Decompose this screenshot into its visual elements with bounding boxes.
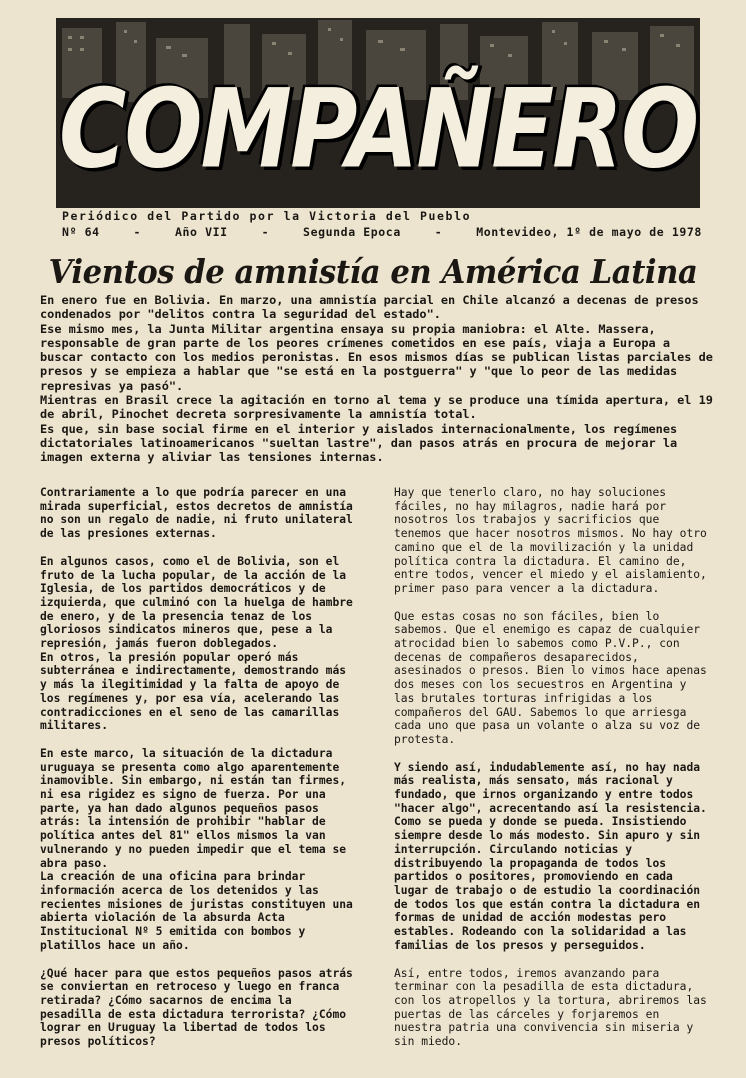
column-paragraph: En algunos casos, como el de Bolivia, son el fruto de la lucha popular, de la acción de la Iglesia, de los partidos democráticos y de izquierda, que culminó con la huelga de hambre de enero, y de la presencia tenaz de los gloriosos sindicatos mineros que, pese a la represión, jamás fueron doblegados.: [40, 554, 353, 651]
newspaper-logo: COMPAÑERO: [58, 66, 698, 193]
column-paragraph: La creación de una oficina para brindar información acerca de los detenidos y las recientes misiones de juristas constituyen una abierta violación de la absurda Acta Institucional Nº 5 emitida con bombos y platillos hace un año.: [40, 870, 353, 952]
lead-paragraph: Ese mismo mes, la Junta Militar argentina ensaya su propia maniobra: el Alte. Massera, responsable de gran parte de los peores crímenes cometidos en ese país, viaja a Europa a buscar contacto con los medios peronistas. En esos mismos días se publican listas parciales de presos y se empieza a hablar que "se está en la postguerra" y "que lo peor de las medidas represivas ya pasó".: [40, 321, 713, 393]
issue-place-date: Montevideo, 1º de mayo de 1978: [476, 225, 702, 239]
main-headline: Vientos de amnistía en América Latina: [48, 252, 698, 291]
left-column: [40, 486, 358, 1063]
column-paragraph: En otros, la presión popular operó más subterránea e indirectamente, demostrando más y más la ilegitimidad y la falta de apoyo de los regímenes y, por esa vía, acelerando las contradicciones en el seno de las camarillas militares.: [40, 650, 347, 733]
lead-paragraphs: [40, 293, 720, 465]
lead-paragraph: Mientras en Brasil crece la agitación en torno al tema y se produce una tímida apertura, el 19 de abril, Pinochet decreta sorpresivamente la amnistía total.: [40, 393, 713, 422]
separator-dash: -: [261, 225, 270, 239]
column-paragraph: Hay que tenerlo claro, no hay soluciones fáciles, no hay milagros, nadie hará por nosotros los trabajos y sacrificios que tenemos que hacer nosotros mismos. No hay otro camino que el de la movilización y la unidad política contra la dictadura. El camino de, entre todos, vencer el miedo y el aislamiento, primer paso para vencer a la dictadura.: [394, 486, 707, 595]
column-paragraph: En este marco, la situación de la dictadura uruguaya se presenta como algo aparentemente inamovible. Sin embargo, ni están tan firmes, ni esa rigidez es signo de fuerza. Por una parte, ya han dado algunos pequeños pasos atrás: la intensión de prohibir "hablar de política antes del 81" ellos mismos la van vulnerando y no pueden impedir que el tema se abra paso.: [40, 746, 347, 870]
lead-paragraph: Es que, sin base social firme en el interior y aislados internacionalmente, los regímenes dictatoriales latinoamericanos "sueltan lastre", dan pasos atrás en procura de mejorar la imagen externa y aliviar las tensiones internas.: [40, 421, 678, 465]
column-paragraph: Que estas cosas no son fáciles, bien lo sabemos. Que el enemigo es capaz de cualquier atrocidad bien lo sabemos como P.V.P., con decenas de compañeros desaparecidos, asesinados o presos. Bien lo vimos hace apenas dos meses con los secuestros en Argentina y las brutales torturas infrigidas a los compañeros del GAU. Sabemos lo que arriesga cada uno que pasa un volante o alza su voz de protesta.: [394, 609, 707, 746]
issue-year: Año VII: [175, 225, 228, 239]
separator-dash: -: [133, 225, 142, 239]
column-paragraph: Contrariamente a lo que podría parecer en una mirada superficial, estos decretos de amnistía no son un regalo de nadie, ni fruto unilateral de las presiones externas.: [40, 486, 353, 541]
column-paragraph: Así, entre todos, iremos avanzando para terminar con la pesadilla de esta dictadura, con los atropellos y la tortura, abriremos las puertas de las cárceles y forjaremos en nuestra patria una convivencia sin miseria y sin miedo.: [394, 966, 707, 1049]
masthead-subtitle: Periódico del Partido por la Victoria del Pueblo: [62, 209, 472, 223]
issue-epoch: Segunda Epoca: [303, 225, 401, 239]
masthead: [56, 18, 700, 208]
right-column: [394, 486, 712, 1063]
column-paragraph: ¿Qué hacer para que estos pequeños pasos atrás se conviertan en retroceso y luego en franca retirada? ¿Cómo sacarnos de encima la pesadilla de esta dictadura terrorista? ¿Cómo lograr en Uruguay la libertad de todos los presos políticos?: [40, 966, 353, 1049]
column-paragraph: Y siendo así, indudablemente así, no hay nada más realista, más sensato, más racional y fundado, que irnos organizando y entre todos "hacer algo", acrecentando así la resistencia. Como se pueda y donde se pueda. Insistiendo siempre desde lo más modesto. Sin apuro y sin interrupción. Circulando noticias y distribuyendo la propaganda de todos los partidos o positores, promoviendo en cada lugar de trabajo o de estudio la coordinación de todos los que están contra la dictadura en formas de unidad de acción modestas pero estables. Rodeando con la solidaridad a las familias de los presos y perseguidos.: [394, 760, 707, 952]
separator-dash: -: [434, 225, 443, 239]
issue-number: Nº 64: [62, 225, 100, 239]
lead-paragraph: En enero fue en Bolivia. En marzo, una amnistía parcial en Chile alcanzó a decenas de presos condenados por "delitos contra la seguridad del estado".: [40, 293, 699, 322]
issue-line: [62, 225, 702, 239]
